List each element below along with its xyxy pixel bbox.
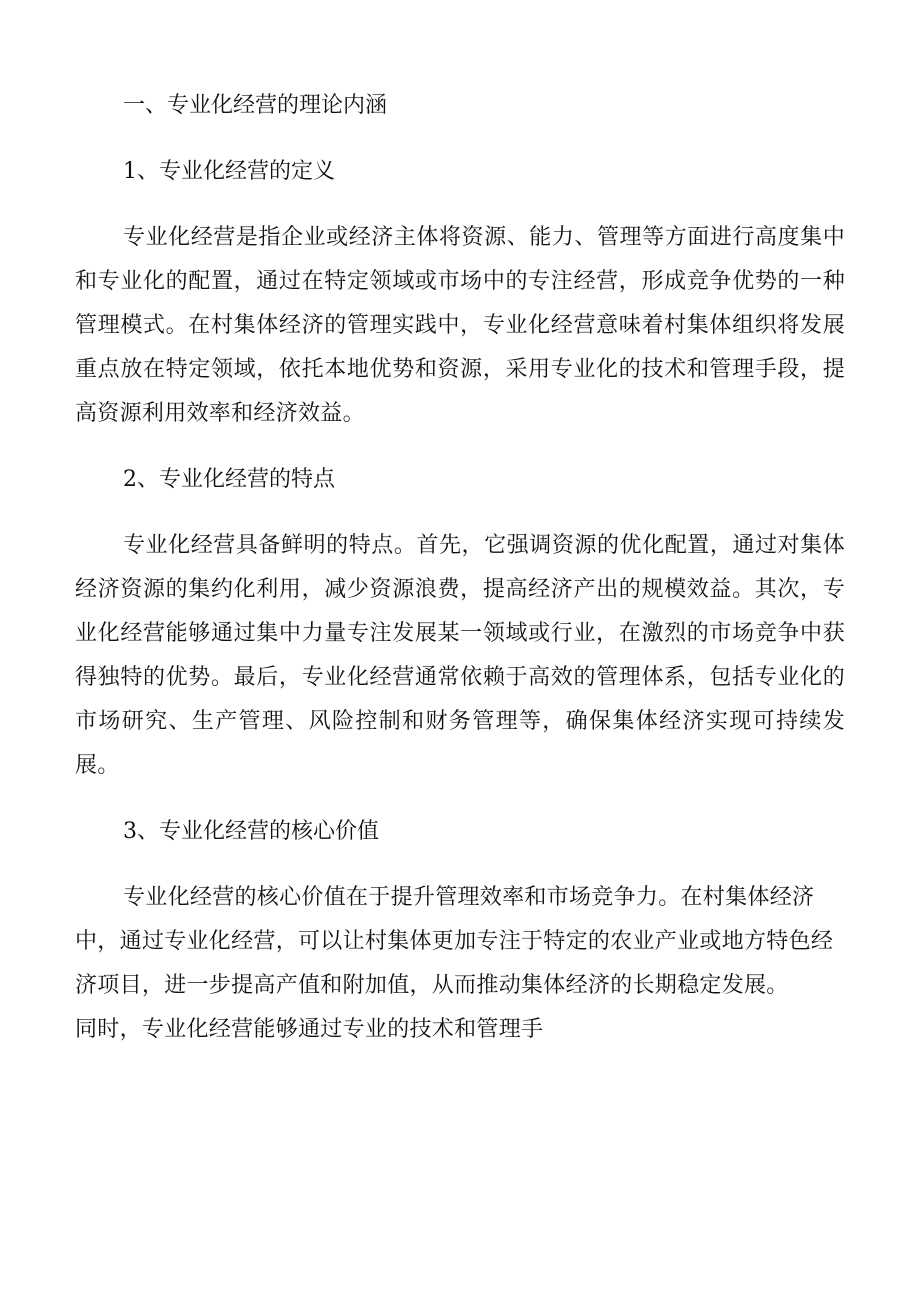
subsection-heading-features: 2、专业化经营的特点 bbox=[123, 467, 335, 492]
paragraph-core-value-continued: 同时，专业化经营能够通过专业的技术和管理手 bbox=[75, 1017, 544, 1042]
document-body bbox=[75, 84, 845, 1052]
subsection-heading-core-value: 3、专业化经营的核心价值 bbox=[123, 819, 379, 844]
section-title: 一、专业化经营的理论内涵 bbox=[123, 93, 388, 118]
paragraph-definition: 专业化经营是指企业或经济主体将资源、能力、管理等方面进行高度集中和专业化的配置，通过在特定领域或市场中的专注经营，形成竞争优势的一种管理模式。在村集体经济的管理实践中，专业化经营意味着村集体组织将发展重点放在特定领域，依托本地优势和资源，采用专业化的技术和管理手段，提高资源利用效率和经济效益。 bbox=[75, 225, 845, 426]
subsection-heading-definition: 1、专业化经营的定义 bbox=[123, 159, 335, 184]
paragraph-core-value bbox=[75, 876, 845, 1052]
paragraph-core-value-main: 专业化经营的核心价值在于提升管理效率和市场竞争力。在村集体经济中，通过专业化经营，可以让村集体更加专注于特定的农业产业或地方特色经济项目，进一步提高产值和附加值，从而推动集体经济的长期稳定发展。 bbox=[75, 885, 834, 998]
paragraph-features: 专业化经营具备鲜明的特点。首先，它强调资源的优化配置，通过对集体经济资源的集约化利用，减少资源浪费，提高经济产出的规模效益。其次，专业化经营能够通过集中力量专注发展某一领域或行业，在激烈的市场竞争中获得独特的优势。最后，专业化经营通常依赖于高效的管理体系，包括专业化的市场研究、生产管理、风险控制和财务管理等，确保集体经济实现可持续发展。 bbox=[75, 533, 845, 778]
